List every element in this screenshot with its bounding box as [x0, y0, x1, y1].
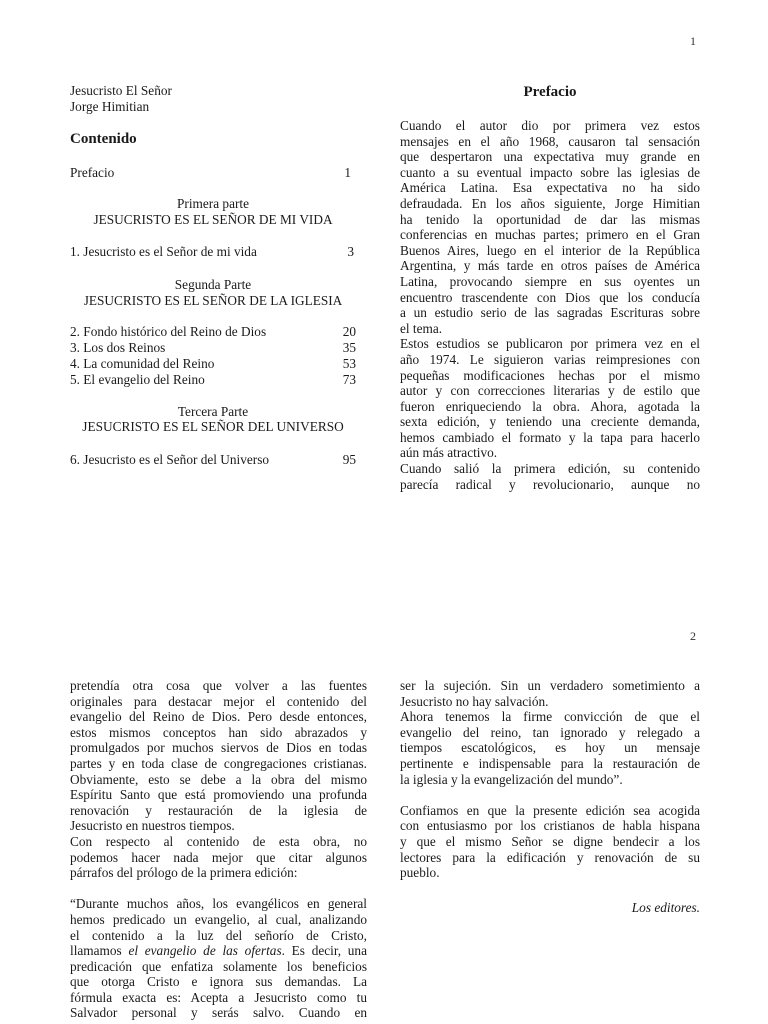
text-line: originales para destacar mejor el contenido del: [70, 693, 367, 709]
text-line: la iglesia y la evangelización del mundo”.: [400, 771, 623, 787]
text-line: que despertaron una expectativa muy grande en: [400, 149, 700, 165]
text-fragment: . Es decir, una: [281, 943, 367, 959]
toc-entry-page: 73: [342, 372, 356, 387]
text-line: ha tenido la oportunidad de dar las mismas: [400, 211, 700, 227]
text-line: Jesucristo no hay salvación.: [400, 693, 549, 709]
part-label: Tercera Parte: [177, 404, 249, 419]
text-line: Ahora tenemos la firme convicción de que el: [400, 709, 700, 725]
text-line: Cuando salió la primera edición, su contenido: [400, 461, 700, 477]
editors-signature: Los editores.: [631, 900, 700, 915]
text-line-ofertas: [70, 943, 367, 959]
text-line: conferencias en muchas partes; primero en el Gran: [400, 227, 700, 243]
text-line: aún más atractivo.: [400, 445, 498, 461]
text-line: Salvador personal y serás salvo. Cuando en: [70, 1005, 367, 1021]
toc-entry[interactable]: [70, 356, 356, 372]
text-line: ser la sujeción. Sin un verdadero sometimiento a: [400, 678, 700, 693]
text-line: Cuando el autor dio por primera vez estos: [400, 118, 700, 133]
text-line: estos mismos conceptos han sido abrazados y: [70, 724, 367, 740]
toc-entry[interactable]: [70, 340, 356, 356]
text-line: promulgados por muchos siervos de Dios en todas: [70, 740, 367, 756]
toc-entry[interactable]: [70, 372, 356, 388]
text-line: evangelio del reino, tan ignorado y relegado a: [400, 724, 700, 740]
toc-entry-label: 1. Jesucristo es el Señor de mi vida: [70, 244, 257, 259]
text-line: defraudada. En los años siguiente, Jorge Himitian: [400, 195, 700, 211]
blank-line: [70, 881, 367, 897]
text-line: hemos cambiado el formato y la tapa para hacerlo: [400, 429, 700, 445]
toc-entry-label: 6. Jesucristo es el Señor del Universo: [70, 452, 270, 467]
toc-entry[interactable]: [70, 452, 356, 468]
toc-entry-page: 20: [342, 324, 356, 339]
text-line: Buenos Aires, luego en el interior de la República: [400, 242, 700, 258]
text-line: Latina, provocando siempre en sus oyentes un: [400, 273, 700, 289]
text-line: evangelio del Reino de Dios. Pero desde entonces,: [70, 709, 367, 725]
text-line: pequeñas modificaciones hechas por el mismo: [400, 367, 700, 383]
page2-right-column: [400, 678, 700, 881]
part-title: JESUCRISTO ES EL SEÑOR DE LA IGLESIA: [83, 293, 343, 308]
toc-entry-page: 53: [342, 356, 356, 371]
italic-phrase: el evangelio de las ofertas: [128, 943, 282, 959]
text-line: cuanto a su eventual impacto sobre las iglesias de: [400, 164, 700, 180]
page-number: 1: [690, 34, 696, 48]
contents-heading: Contenido: [70, 131, 137, 147]
text-fragment: llamamos: [70, 943, 129, 959]
text-line: sexta edición, y teniendo una creciente demanda,: [400, 414, 700, 430]
text-line: parecía radical y revolucionario, aunque no: [400, 476, 700, 492]
toc-entry-page: 1: [344, 165, 351, 180]
author-name: Jorge Himitian: [70, 99, 150, 114]
page2-left-column: [70, 678, 367, 1021]
text-line: autor y con correcciones literarias y de estilo que: [400, 383, 700, 399]
text-line: Confiamos en que la presente edición sea acogida: [400, 802, 700, 818]
text-line: pueblo.: [400, 865, 440, 881]
text-line: partes y en toda clase de congregaciones cristianas.: [70, 755, 367, 771]
toc-entry-page: 95: [342, 452, 356, 467]
text-line: tiempos escatológicos, es hoy un mensaje: [400, 740, 700, 756]
text-line: párrafos del prólogo de la primera edición:: [70, 865, 298, 881]
text-line: Jesucristo en nuestros tiempos.: [70, 818, 235, 834]
text-line: el contenido a la luz del señorío de Cristo,: [70, 927, 367, 943]
text-line: predicación que enfatiza solamente los beneficios: [70, 958, 367, 974]
text-line: Con respecto al contenido de esta obra, no: [70, 833, 367, 849]
blank-line: [400, 787, 700, 803]
part-label: Primera parte: [177, 196, 249, 211]
text-line: Obviamente, esto se debe a la obra del mismo: [70, 771, 367, 787]
preface-heading: Prefacio: [523, 84, 577, 100]
text-line: Estos estudios se publicaron por primera vez en el: [400, 336, 700, 352]
text-line: Argentina, y más tarde en otros países de América: [400, 258, 700, 274]
text-line: América Latina. Esa expectativa no ha sido: [400, 180, 700, 196]
text-line: año 1974. Le siguieron varias reimpresiones con: [400, 351, 700, 367]
text-line: el tema.: [400, 320, 443, 336]
text-line: y que el mismo Señor se digne bendecir a los: [400, 833, 700, 849]
text-line: pretendía otra cosa que volver a las fuentes: [70, 678, 367, 693]
text-line: pertinente e indispensable para la restauración de: [400, 755, 700, 771]
book-title: Jesucristo El Señor: [70, 83, 172, 98]
toc-entry[interactable]: [70, 244, 354, 260]
toc-entry-label: 2. Fondo histórico del Reino de Dios: [70, 324, 267, 339]
preface-text: [400, 118, 700, 492]
toc-entry-label: 4. La comunidad del Reino: [70, 356, 215, 371]
part-title: JESUCRISTO ES EL SEÑOR DEL UNIVERSO: [82, 419, 344, 434]
toc-entry-label: 3. Los dos Reinos: [70, 340, 166, 355]
text-line: lectores para la edificación y renovación de su: [400, 849, 700, 865]
text-line: podemos hacer nada mejor que citar algunos: [70, 849, 367, 865]
text-line: Espíritu Santo que está promoviendo una profunda: [70, 787, 367, 803]
toc-entry[interactable]: [70, 324, 356, 340]
text-line: fórmula exacta es: Acepta a Jesucristo como tu: [70, 989, 367, 1005]
part-title: JESUCRISTO ES EL SEÑOR DE MI VIDA: [93, 212, 333, 227]
text-line: fueron enriqueciendo la obra. Ahora, agotada la: [400, 398, 700, 414]
toc-entry-page: 35: [342, 340, 356, 355]
text-line: a un estudio serio de las sagradas Escrituras sobre: [400, 305, 700, 321]
text-line: mensajes en el año 1968, causaron tal sensación: [400, 133, 700, 149]
toc-entry-page: 3: [347, 244, 354, 259]
text-line: que otorga Cristo e ignora sus demandas. La: [70, 974, 367, 990]
page-number: 2: [690, 629, 696, 643]
text-line: renovación y restauración de la iglesia de: [70, 802, 367, 818]
text-line: hemos predicado un evangelio, al cual, analizando: [70, 911, 367, 927]
text-line: con entusiasmo por los cristianos de habla hispana: [400, 818, 700, 834]
text-line: “Durante muchos años, los evangélicos en general: [70, 896, 367, 912]
toc-entry-prefacio[interactable]: [70, 165, 351, 181]
text-line: encuentro trascendente con Dios que los conducía: [400, 289, 700, 305]
toc-entry-label: 5. El evangelio del Reino: [70, 372, 205, 387]
part-label: Segunda Parte: [174, 277, 252, 292]
toc-entry-label: Prefacio: [70, 165, 115, 180]
